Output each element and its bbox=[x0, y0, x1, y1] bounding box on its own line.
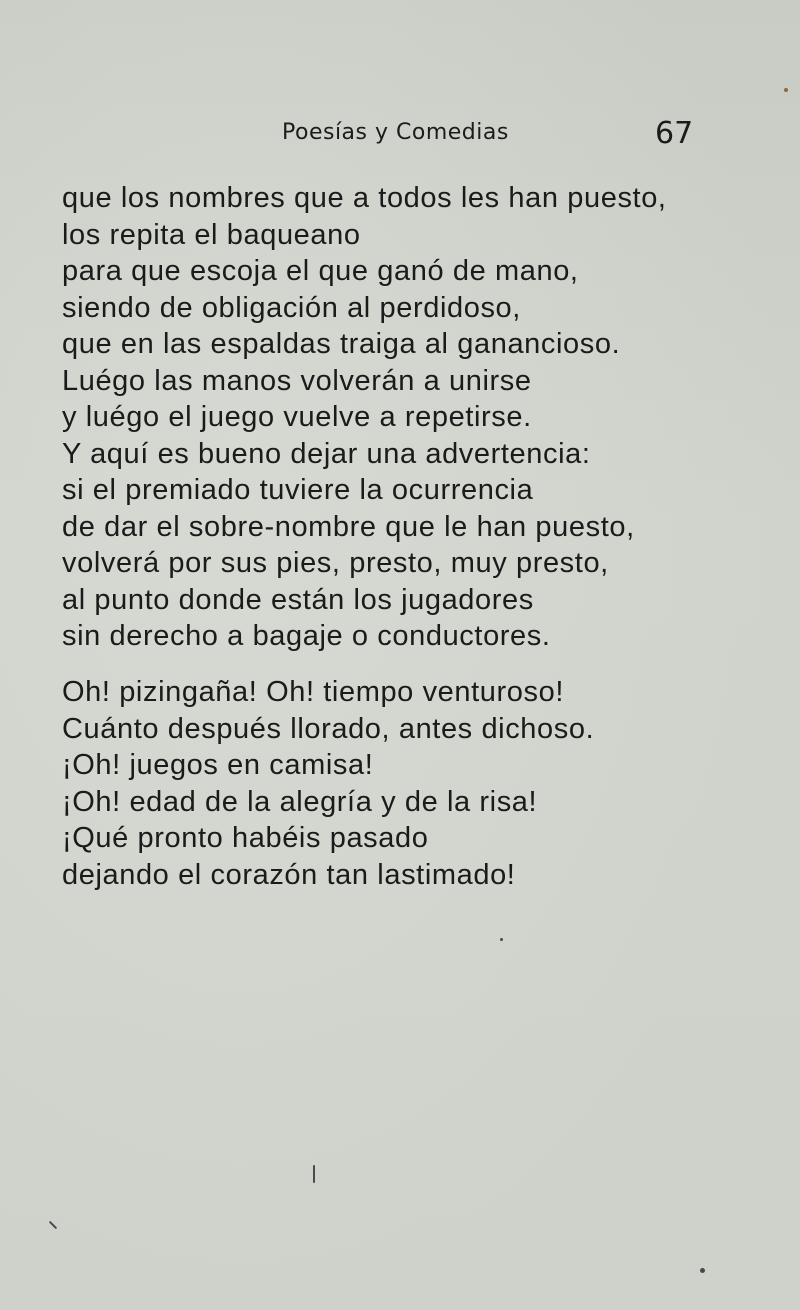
running-title: Poesías y Comedias bbox=[282, 120, 509, 145]
verse-line: dejando el corazón tan lastimado! bbox=[62, 858, 516, 891]
verse-line: ¡Qué pronto habéis pasado bbox=[62, 822, 429, 854]
verse-line: que en las espaldas traiga al ganancioso. bbox=[62, 328, 621, 360]
verse-line: y luégo el juego vuelve a repetirse. bbox=[62, 401, 532, 433]
verse-line: de dar el sobre-nombre que le han puesto, bbox=[62, 510, 635, 543]
verse-line: Luégo las manos volverán a unirse bbox=[62, 364, 532, 397]
verse-line: al punto donde están los jugadores bbox=[62, 583, 534, 616]
stanza-1 bbox=[62, 180, 762, 655]
verse-line: ¡Oh! juegos en camisa! bbox=[62, 749, 374, 781]
page-header bbox=[0, 112, 800, 162]
verse-line: que los nombres que a todos les han puesto, bbox=[62, 182, 667, 214]
verse-line: siendo de obligación al perdidoso, bbox=[62, 291, 521, 324]
verse-line: sin derecho a bagaje o conductores. bbox=[62, 620, 551, 652]
verse-line: Cuánto después llorado, antes dichoso. bbox=[62, 712, 595, 745]
page-number: 67 bbox=[655, 116, 694, 151]
paper-speck bbox=[784, 88, 788, 92]
paper-speck bbox=[49, 1221, 57, 1229]
paper-speck bbox=[500, 938, 503, 941]
verse-line: Y aquí es bueno dejar una advertencia: bbox=[62, 437, 591, 470]
verse-line: los repita el baqueano bbox=[62, 218, 361, 251]
verse-line: para que escoja el que ganó de mano, bbox=[62, 255, 579, 287]
verse-line: Oh! pizingaña! Oh! tiempo venturoso! bbox=[62, 676, 564, 708]
paper-speck bbox=[700, 1268, 705, 1273]
stanza-2 bbox=[62, 674, 762, 893]
paper-speck bbox=[313, 1165, 315, 1183]
verse-line: si el premiado tuviere la ocurrencia bbox=[62, 474, 534, 506]
verse-line: ¡Oh! edad de la alegría y de la risa! bbox=[62, 785, 538, 818]
verse-line: volverá por sus pies, presto, muy presto, bbox=[62, 547, 609, 579]
